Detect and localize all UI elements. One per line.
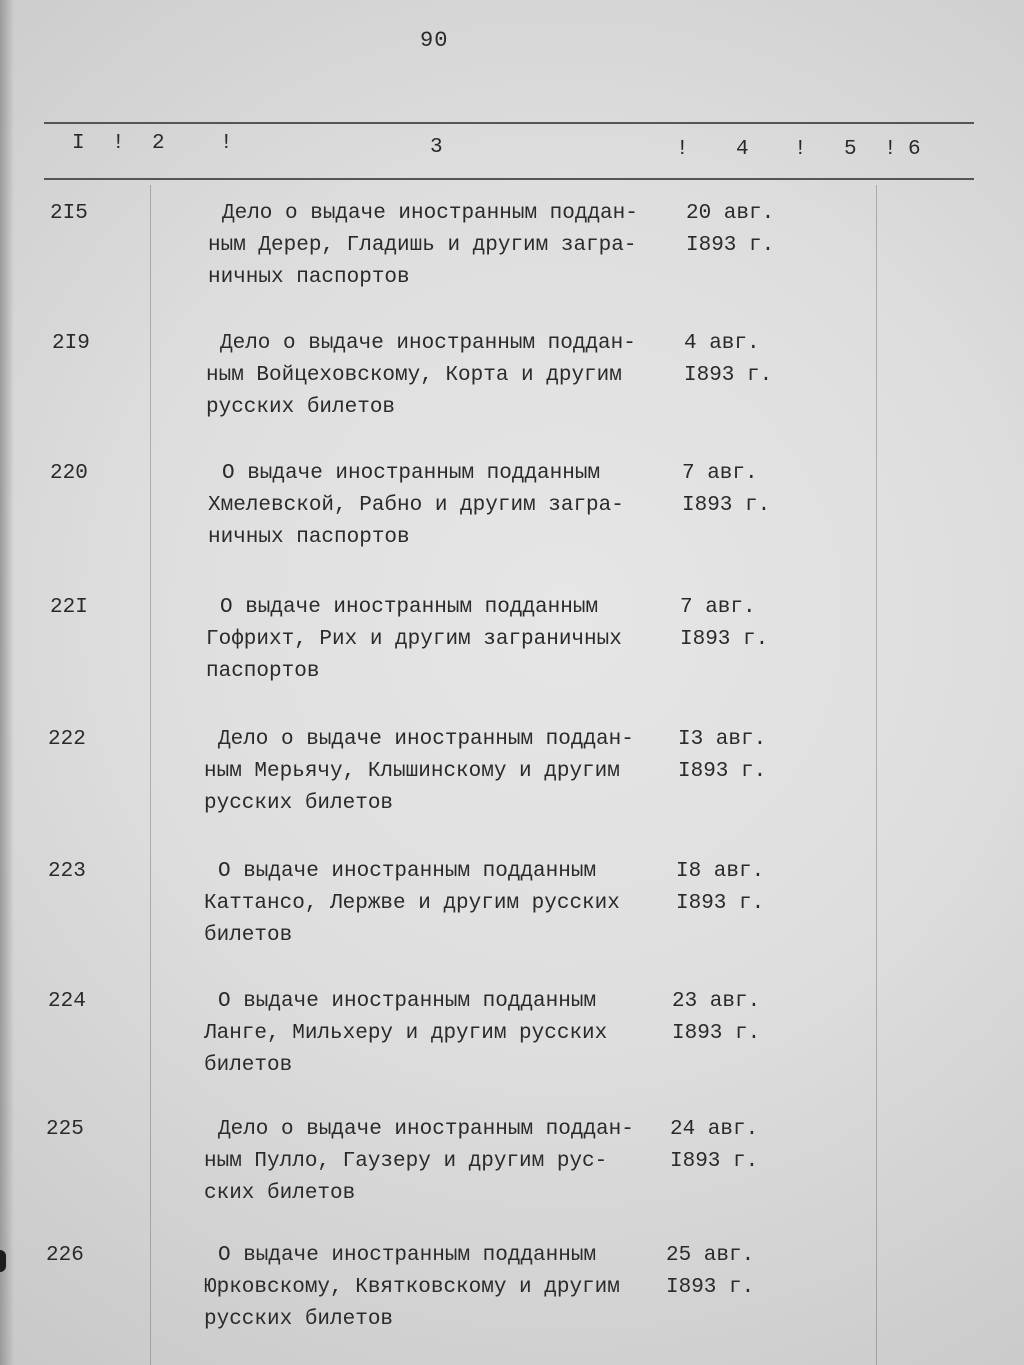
- header-col-2: 2: [152, 132, 165, 155]
- record-date: [666, 1240, 786, 1304]
- description-line: Ланге, Мильхеру и другим русских: [204, 1022, 608, 1045]
- list-item: [0, 724, 1024, 834]
- date-year: I893 г.: [678, 760, 767, 783]
- date-day-month: 20 авг.: [686, 202, 775, 225]
- description-line: О выдаче иностранным подданным: [218, 990, 597, 1013]
- record-date: [682, 458, 802, 522]
- record-date: [672, 986, 792, 1050]
- date-day-month: 23 авг.: [672, 990, 761, 1013]
- description-line: О выдаче иностранным подданным: [222, 462, 601, 485]
- header-col-3: 3: [430, 136, 443, 159]
- list-item: [0, 592, 1024, 702]
- header-separator-2: !: [220, 132, 233, 155]
- description-line: ным Пулло, Гаузеру и другим рус-: [204, 1150, 608, 1173]
- record-number: 224: [48, 990, 86, 1013]
- date-day-month: 7 авг.: [682, 462, 758, 485]
- list-item: [0, 986, 1024, 1096]
- record-number: 2I9: [52, 332, 90, 355]
- description-line: русских билетов: [204, 792, 394, 815]
- description-line: Дело о выдаче иностранным поддан-: [218, 1118, 634, 1141]
- description-line: Каттансо, Лержве и другим русских: [204, 892, 620, 915]
- description-line: О выдаче иностранным подданным: [218, 860, 597, 883]
- header-separator-1: !: [112, 132, 125, 155]
- record-date: [684, 328, 804, 392]
- record-date: [678, 724, 798, 788]
- record-description: [204, 1240, 674, 1336]
- record-description: [206, 328, 676, 424]
- description-line: ничных паспортов: [208, 266, 410, 289]
- record-date: [680, 592, 800, 656]
- date-day-month: 24 авг.: [670, 1118, 759, 1141]
- date-year: I893 г.: [672, 1022, 761, 1045]
- description-line: ным Войцеховскому, Корта и другим: [206, 364, 622, 387]
- date-day-month: 4 авг.: [684, 332, 760, 355]
- record-description: [206, 592, 676, 688]
- list-item: [0, 198, 1024, 308]
- record-number: 225: [46, 1118, 84, 1141]
- record-date: [686, 198, 806, 262]
- date-year: I893 г.: [684, 364, 773, 387]
- record-number: 222: [48, 728, 86, 751]
- description-line: О выдаче иностранным подданным: [220, 596, 599, 619]
- description-line: Хмелевской, Рабно и другим загра-: [208, 494, 624, 517]
- description-line: Дело о выдаче иностранным поддан-: [220, 332, 636, 355]
- header-col-1: I: [72, 132, 85, 155]
- description-line: О выдаче иностранным подданным: [218, 1244, 597, 1267]
- list-item: [0, 458, 1024, 568]
- description-line: билетов: [204, 1054, 293, 1077]
- description-line: ным Дерер, Гладишь и другим загра-: [208, 234, 637, 257]
- record-number: 223: [48, 860, 86, 883]
- record-date: [670, 1114, 790, 1178]
- record-date: [676, 856, 796, 920]
- list-item: [0, 1114, 1024, 1224]
- description-line: билетов: [204, 924, 293, 947]
- record-number: 2I5: [50, 202, 88, 225]
- header-col-6: 6: [908, 138, 921, 161]
- header-col-5: 5: [844, 138, 857, 161]
- description-line: Дело о выдаче иностранным поддан-: [222, 202, 638, 225]
- list-item: [0, 1240, 1024, 1350]
- header-separator-3: !: [676, 138, 689, 161]
- description-line: Дело о выдаче иностранным поддан-: [218, 728, 634, 751]
- date-day-month: 7 авг.: [680, 596, 756, 619]
- description-line: ничных паспортов: [208, 526, 410, 549]
- date-year: I893 г.: [686, 234, 775, 257]
- record-description: [204, 856, 674, 952]
- description-line: Гофрихт, Рих и другим заграничных: [206, 628, 622, 651]
- record-description: [208, 458, 678, 554]
- description-line: Юрковскому, Квятковскому и другим: [204, 1276, 620, 1299]
- date-year: I893 г.: [680, 628, 769, 651]
- list-item: [0, 328, 1024, 438]
- description-line: русских билетов: [206, 396, 396, 419]
- record-description: [208, 198, 678, 294]
- date-day-month: I3 авг.: [678, 728, 767, 751]
- record-description: [204, 724, 674, 820]
- date-day-month: 25 авг.: [666, 1244, 755, 1267]
- date-year: I893 г.: [666, 1276, 755, 1299]
- page-number: 90: [420, 28, 449, 53]
- header-col-4: 4: [736, 138, 749, 161]
- record-number: 226: [46, 1244, 84, 1267]
- description-line: ских билетов: [204, 1182, 356, 1205]
- header-separator-5: !: [884, 138, 897, 161]
- header-separator-4: !: [794, 138, 807, 161]
- description-line: паспортов: [206, 660, 320, 683]
- description-line: русских билетов: [204, 1308, 394, 1331]
- date-day-month: I8 авг.: [676, 860, 765, 883]
- record-description: [204, 1114, 674, 1210]
- record-number: 22I: [50, 596, 88, 619]
- description-line: ным Мерьячу, Клышинскому и другим: [204, 760, 620, 783]
- record-number: 220: [50, 462, 88, 485]
- date-year: I893 г.: [682, 494, 771, 517]
- list-item: [0, 856, 1024, 966]
- date-year: I893 г.: [670, 1150, 759, 1173]
- date-year: I893 г.: [676, 892, 765, 915]
- record-description: [204, 986, 674, 1082]
